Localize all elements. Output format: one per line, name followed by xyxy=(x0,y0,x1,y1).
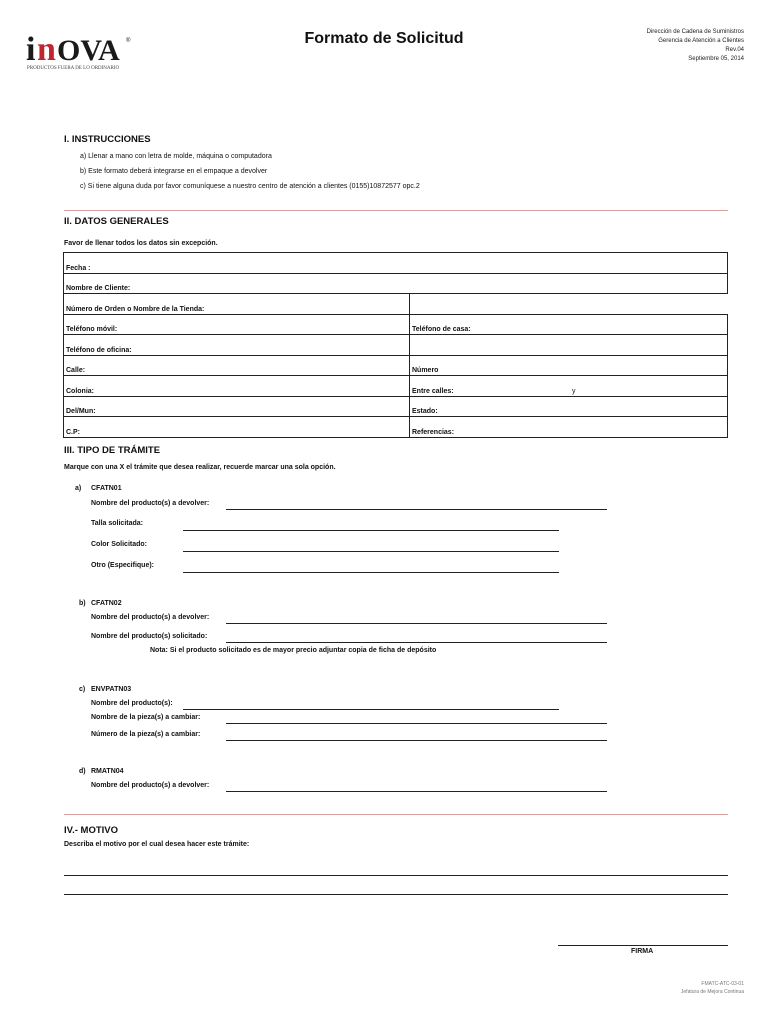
svg-text:i: i xyxy=(26,31,36,68)
input-line-color[interactable] xyxy=(183,551,559,552)
logo-tagline: PRODUCTOS FUERA DE LO ORDINARIO xyxy=(27,66,120,71)
option-d-code[interactable]: RMATN04 xyxy=(91,768,124,775)
entre-calles-label: Entre calles: xyxy=(412,387,454,395)
field-fecha[interactable]: Fecha : xyxy=(64,253,728,274)
motivo-note: Describa el motivo por el cual desea hacer este trámite: xyxy=(64,841,250,848)
motivo-heading: IV.- MOTIVO xyxy=(64,825,119,836)
tramite-heading: III. TIPO DE TRÁMITE xyxy=(64,445,161,456)
input-line-talla[interactable] xyxy=(183,530,559,531)
footer xyxy=(681,980,744,996)
label-b-producto-devolver: Nombre del producto(s) a devolver: xyxy=(91,614,210,621)
header-line: Gerencia de Atención a Clientes xyxy=(658,38,744,44)
field-nombre-cliente[interactable]: Nombre de Cliente: xyxy=(64,273,728,294)
instructions-heading: I. INSTRUCCIONES xyxy=(64,134,151,145)
motivo-line[interactable] xyxy=(64,894,728,895)
section-divider xyxy=(64,210,728,211)
svg-text:n: n xyxy=(37,31,56,68)
label-c-nombre-pieza: Nombre de la pieza(s) a cambiar: xyxy=(91,714,201,721)
label-talla: Talla solicitada: xyxy=(91,520,143,527)
field-numero-orden[interactable]: Número de Orden o Nombre de la Tienda: xyxy=(64,294,410,315)
input-line-a-producto[interactable] xyxy=(226,509,607,510)
input-line-c-producto[interactable] xyxy=(183,709,559,710)
general-note: Favor de llenar todos los datos sin excepción. xyxy=(64,240,218,247)
input-line-b-solicitado[interactable] xyxy=(226,642,607,643)
label-c-numero-pieza: Número de la pieza(s) a cambiar: xyxy=(91,731,201,738)
option-a-letter: a) xyxy=(75,485,82,492)
header-line: Dirección de Cadena de Suministros xyxy=(646,29,744,35)
header-line: Rev.04 xyxy=(725,47,744,53)
label-color: Color Solicitado: xyxy=(91,541,147,548)
option-b-note: Nota: Si el producto solicitado es de mayor precio adjuntar copia de ficha de depósito xyxy=(150,647,437,654)
instruction-item: b) Este formato deberá integrarse en el empaque a devolver xyxy=(80,168,268,175)
label-otro: Otro (Especifique): xyxy=(91,562,155,569)
svg-text:OVA: OVA xyxy=(57,34,120,67)
field-telefono-casa[interactable]: Teléfono de casa: xyxy=(410,314,728,335)
svg-text:®: ® xyxy=(126,38,131,44)
empty-cell xyxy=(410,335,728,356)
input-line-b-devolver[interactable] xyxy=(226,623,607,624)
input-line-d-devolver[interactable] xyxy=(226,791,607,792)
option-c-letter: c) xyxy=(79,686,86,693)
label-c-producto: Nombre del producto(s): xyxy=(91,700,173,707)
field-numero[interactable]: Número xyxy=(410,355,728,376)
option-d-letter: d) xyxy=(79,768,86,775)
field-calle[interactable]: Calle: xyxy=(64,355,410,376)
footer-code: FMATC-ATC-03-01 xyxy=(701,981,744,987)
entre-calles-y: y xyxy=(572,387,576,395)
option-c-code[interactable]: ENVPATN03 xyxy=(91,686,132,693)
footer-dept: Jefatura de Mejora Continua xyxy=(680,989,744,995)
input-line-c-numero-pieza[interactable] xyxy=(226,740,607,741)
page-title: Formato de Solicitud xyxy=(304,30,464,47)
empty-cell xyxy=(410,294,728,315)
instruction-item: c) Si tiene alguna duda por favor comuníquese a nuestro centro de atención a clientes (0155)10872577 opc.2 xyxy=(80,183,420,190)
header-line: Septiembre 05, 2014 xyxy=(688,56,744,62)
header-info xyxy=(647,28,744,64)
option-a-code[interactable]: CFATN01 xyxy=(91,485,122,492)
instruction-item: a) Llenar a mano con letra de molde, máquina o computadora xyxy=(80,153,272,160)
input-line-otro[interactable] xyxy=(183,572,559,573)
general-data-table xyxy=(63,252,728,438)
field-colonia[interactable]: Colonia: xyxy=(64,376,410,397)
signature-label: FIRMA xyxy=(631,948,654,955)
option-b-code[interactable]: CFATN02 xyxy=(91,600,122,607)
label-d-producto-devolver: Nombre del producto(s) a devolver: xyxy=(91,782,210,789)
field-telefono-oficina[interactable]: Teléfono de oficina: xyxy=(64,335,410,356)
input-line-c-nombre-pieza[interactable] xyxy=(226,723,607,724)
general-heading: II. DATOS GENERALES xyxy=(64,216,169,227)
field-del-mun[interactable]: Del/Mun: xyxy=(64,396,410,417)
field-entre-calles[interactable] xyxy=(410,376,728,397)
option-b-letter: b) xyxy=(79,600,86,607)
field-telefono-movil[interactable]: Teléfono móvil: xyxy=(64,314,410,335)
field-cp[interactable]: C.P: xyxy=(64,417,410,438)
tramite-note: Marque con una X el trámite que desea realizar, recuerde marcar una sola opción. xyxy=(64,464,336,471)
signature-line[interactable] xyxy=(558,945,728,946)
field-estado[interactable]: Estado: xyxy=(410,396,728,417)
field-referencias[interactable]: Referencias: xyxy=(410,417,728,438)
label-a-producto-devolver: Nombre del producto(s) a devolver: xyxy=(91,500,210,507)
section-divider xyxy=(64,814,728,815)
motivo-line[interactable] xyxy=(64,875,728,876)
label-b-producto-solicitado: Nombre del producto(s) solicitado: xyxy=(91,633,208,640)
